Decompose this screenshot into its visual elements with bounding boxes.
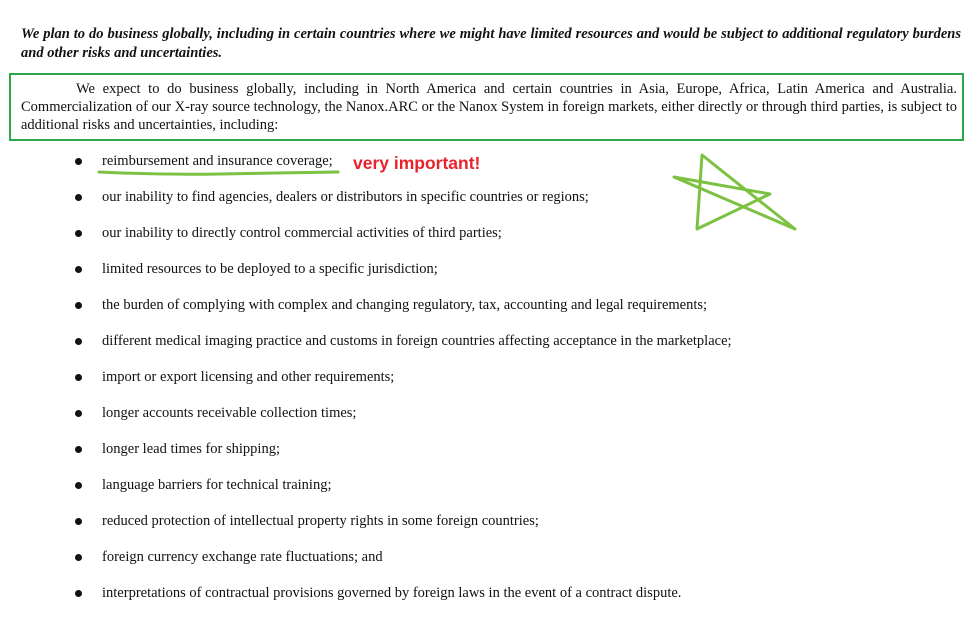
list-item-text: language barriers for technical training; (102, 477, 332, 493)
bullet-icon (75, 482, 82, 489)
list-item (0, 223, 900, 243)
bullet-icon (75, 554, 82, 561)
list-item (0, 511, 900, 531)
list-item (0, 187, 900, 207)
list-item (0, 547, 900, 567)
section-heading: We plan to do business globally, including in certain countries where we might have limited resources and would be subject to additional regulatory burdens and other risks and uncertainties. (21, 26, 961, 61)
list-item-text: different medical imaging practice and customs in foreign countries affecting acceptance in the marketplace; (102, 333, 732, 349)
bullet-icon (75, 518, 82, 525)
bullet-icon (75, 194, 82, 201)
bullet-icon (75, 230, 82, 237)
list-item (0, 439, 900, 459)
bullet-icon (75, 338, 82, 345)
list-item-text: reduced protection of intellectual property rights in some foreign countries; (102, 513, 539, 529)
list-item-text: longer accounts receivable collection times; (102, 405, 357, 421)
list-item-text: the burden of complying with complex and changing regulatory, tax, accounting and legal requirements; (102, 297, 708, 313)
list-item (0, 367, 900, 387)
bullet-icon (75, 446, 82, 453)
list-item-text: our inability to find agencies, dealers or distributors in specific countries or regions; (102, 189, 589, 205)
list-item-text: our inability to directly control commercial activities of third parties; (102, 225, 502, 241)
list-item (0, 331, 900, 351)
intro-paragraph: We expect to do business globally, including in North America and certain countries in Asia, Europe, Africa, Latin America and Australia. Commercialization of our X-ray source technology, the Nanox.ARC or the Nanox System in foreign markets, either directly or through third parties, is subject to additional risks and uncertainties, including: (21, 81, 957, 133)
list-item-text: reimbursement and insurance coverage; (102, 153, 333, 169)
list-item (0, 475, 900, 495)
annotation-note: very important! (353, 153, 481, 173)
list-item-text: longer lead times for shipping; (102, 441, 280, 457)
list-item-text: import or export licensing and other requirements; (102, 369, 395, 385)
list-item (0, 403, 900, 423)
list-item-text: foreign currency exchange rate fluctuations; and (102, 549, 383, 565)
bullet-icon (75, 410, 82, 417)
list-item-text: interpretations of contractual provisions governed by foreign laws in the event of a contract dispute. (102, 585, 682, 601)
list-item (0, 259, 900, 279)
list-item-text: limited resources to be deployed to a specific jurisdiction; (102, 261, 438, 277)
list-item (0, 295, 900, 315)
bullet-icon (75, 302, 82, 309)
bullet-icon (75, 590, 82, 597)
list-item (0, 583, 900, 603)
underline-annotation (99, 172, 338, 174)
bullet-icon (75, 374, 82, 381)
bullet-icon (75, 158, 82, 165)
bullet-icon (75, 266, 82, 273)
